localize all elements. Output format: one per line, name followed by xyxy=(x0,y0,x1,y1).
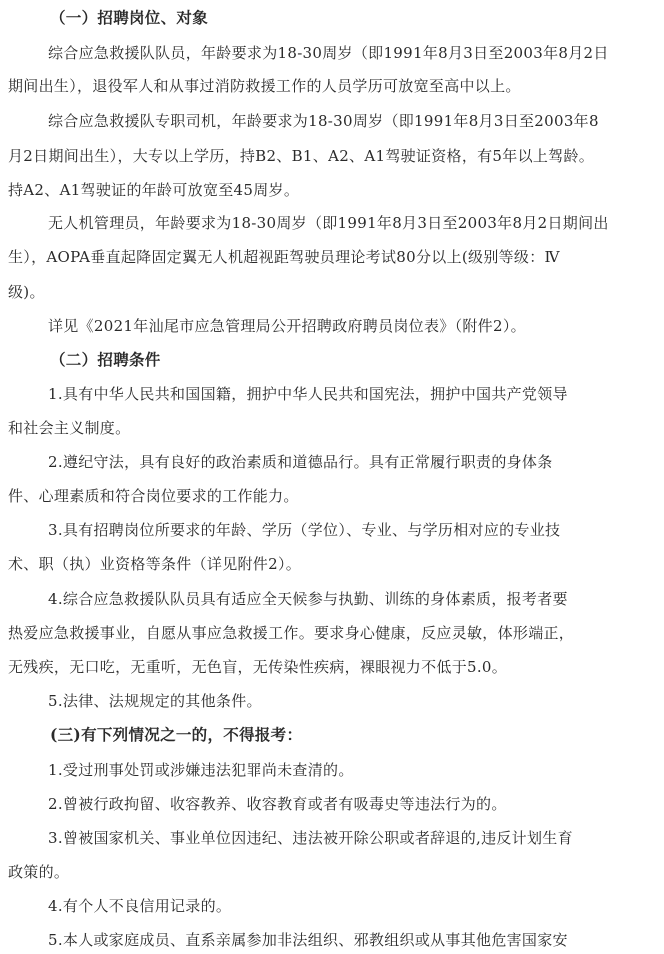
paragraph-line: 2.曾被行政拘留、收容教养、收容教育或者有吸毒史等违法行为的。 xyxy=(48,795,507,813)
paragraph-line: 4.有个人不良信用记录的。 xyxy=(48,897,232,915)
section-heading: （二）招聘条件 xyxy=(50,350,161,369)
section-heading: (三)有下列情况之一的，不得报考： xyxy=(50,725,303,744)
paragraph-line: 件、心理素质和符合岗位要求的工作能力。 xyxy=(8,487,299,505)
paragraph-line: 2.遵纪守法，具有良好的政治素质和道德品行。具有正常履行职责的身体条 xyxy=(48,453,553,471)
paragraph-line: 级)。 xyxy=(8,283,45,301)
paragraph-line: 政策的。 xyxy=(8,863,70,881)
paragraph-line: 1.受过刑事处罚或涉嫌违法犯罪尚未查清的。 xyxy=(48,761,354,779)
paragraph-line: 1.具有中华人民共和国国籍，拥护中华人民共和国宪法，拥护中国共产党领导 xyxy=(48,385,568,403)
paragraph-line: 4.综合应急救援队队员具有适应全天候参与执勤、训练的身体素质，报考者要 xyxy=(48,590,568,608)
paragraph-line: 无人机管理员，年龄要求为18-30周岁（即1991年8月3日至2003年8月2日期间出 xyxy=(48,214,609,232)
paragraph-line: 期间出生），退役军人和从事过消防救援工作的人员学历可放宽至高中以上。 xyxy=(8,77,521,95)
paragraph-line: 3.具有招聘岗位所要求的年龄、学历（学位）、专业、与学历相对应的专业技 xyxy=(48,521,561,539)
paragraph-line: 持A2、A1驾驶证的年龄可放宽至45周岁。 xyxy=(8,181,300,199)
paragraph-line: 综合应急救援队队员，年龄要求为18-30周岁（即1991年8月3日至2003年8月2日 xyxy=(48,44,609,62)
paragraph-line: 详见《2021年汕尾市应急管理局公开招聘政府聘员岗位表》（附件2）。 xyxy=(48,317,526,335)
paragraph-line: 热爱应急救援事业，自愿从事应急救援工作。要求身心健康，反应灵敏，体形端正， xyxy=(8,624,575,642)
paragraph-line: 和社会主义制度。 xyxy=(8,419,131,437)
paragraph-line: 5.本人或家庭成员、直系亲属参加非法组织、邪教组织或从事其他危害国家安 xyxy=(48,931,568,949)
paragraph-line: 综合应急救援队专职司机，年龄要求为18-30周岁（即1991年8月3日至2003年8 xyxy=(48,112,599,130)
paragraph-line: 生），AOPA垂直起降固定翼无人机超视距驾驶员理论考试80分以上(级别等级：Ⅳ xyxy=(8,248,560,266)
paragraph-line: 5.法律、法规规定的其他条件。 xyxy=(48,692,262,710)
paragraph-line: 无残疾，无口吃，无重听，无色盲，无传染性疾病，裸眼视力不低于5.0。 xyxy=(8,658,508,676)
paragraph-line: 月2日期间出生），大专以上学历，持B2、B1、A2、A1驾驶证资格，有5年以上驾龄。 xyxy=(8,147,595,165)
section-heading: （一）招聘岗位、对象 xyxy=(50,8,209,27)
paragraph-line: 3.曾被国家机关、事业单位因违纪、违法被开除公职或者辞退的,违反计划生育 xyxy=(48,829,573,847)
paragraph-line: 术、职（执）业资格等条件（详见附件2）。 xyxy=(8,555,302,573)
